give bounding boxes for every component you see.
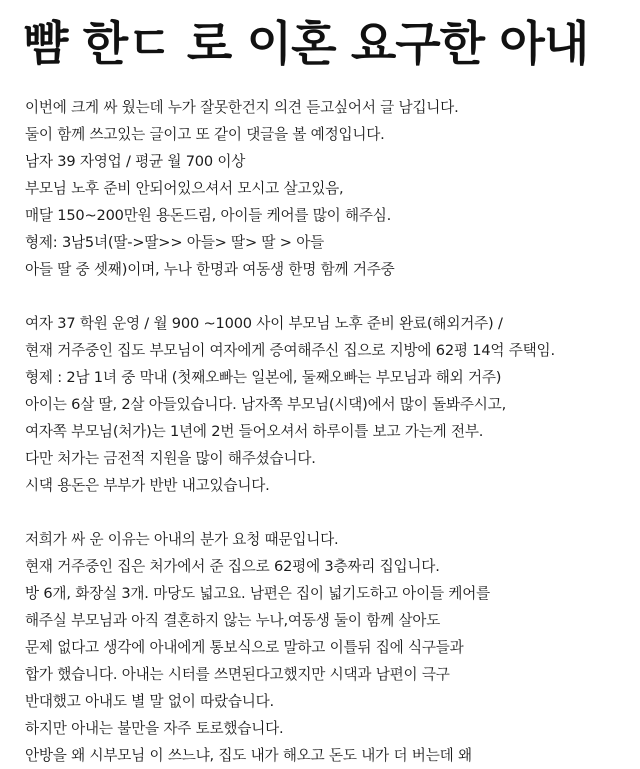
- body-line: 아이는 6살 딸, 2살 아들있습니다. 남자쪽 부모님(시댁)에서 많이 돌봐주시고,: [25, 396, 507, 413]
- body-line: 여자쪽 부모님(처가)는 1년에 2번 들어오셔서 하루이틀 보고 가는게 전부.: [25, 423, 484, 440]
- body-line: 둘이 함께 쓰고있는 글이고 또 같이 댓글을 볼 예정입니다.: [25, 126, 385, 143]
- post-title: 뺨 한ㄷ 로 이혼 요구한 아내: [23, 17, 589, 72]
- body-line: 형제 : 2남 1녀 중 막내 (첫째오빠는 일본에, 둘째오빠는 부모님과 해외 거주): [25, 369, 502, 386]
- body-line: 문제 없다고 생각에 아내에게 통보식으로 말하고 이틀뒤 집에 식구들과: [25, 639, 464, 656]
- body-line: 이번에 크게 싸 웠는데 누가 잘못한건지 의견 듣고싶어서 글 남깁니다.: [25, 99, 459, 116]
- paragraph-gap: [25, 499, 635, 526]
- body-line: 현재 거주중인 집은 처가에서 준 집으로 62평에 3층짜리 집입니다.: [25, 558, 440, 575]
- body-line: 현재 거주중인 집도 부모님이 여자에게 증여해주신 집으로 지방에 62평 14억 주택임.: [25, 342, 555, 359]
- body-line: 안방을 왜 시부모님 이 쓰느냐, 집도 내가 해오고 돈도 내가 더 버는데 왜: [25, 747, 472, 764]
- body-line: 매달 150~200만원 용돈드림, 아이들 케어를 많이 해주심.: [25, 207, 392, 224]
- post-body: [25, 94, 635, 769]
- body-line: 아들 딸 중 셋째)이며, 누나 한명과 여동생 한명 함께 거주중: [25, 261, 395, 278]
- body-line: 합가 했습니다. 아내는 시터를 쓰면된다고했지만 시댁과 남편이 극구: [25, 666, 450, 683]
- body-line: 형제: 3남5녀(딸->딸>> 아들> 딸> 딸 > 아들: [25, 234, 325, 251]
- body-line: 부모님 노후 준비 안되어있으셔서 모시고 살고있음,: [25, 180, 344, 197]
- body-line: 남자 39 자영업 / 평균 월 700 이상: [25, 153, 246, 170]
- body-line: 저희가 싸 운 이유는 아내의 분가 요청 때문입니다.: [25, 531, 339, 548]
- paragraph-gap: [25, 283, 635, 310]
- body-line: 해주실 부모님과 아직 결혼하지 않는 누나,여동생 둘이 함께 살아도: [25, 612, 441, 629]
- body-line: 다만 처가는 금전적 지원을 많이 해주셨습니다.: [25, 450, 316, 467]
- body-line: 하지만 아내는 불만을 자주 토로했습니다.: [25, 720, 284, 737]
- body-line: 방 6개, 화장실 3개. 마당도 넓고요. 남편은 집이 넓기도하고 아이들 케어를: [25, 585, 491, 602]
- body-line: 시댁 용돈은 부부가 반반 내고있습니다.: [25, 477, 270, 494]
- body-line: 여자 37 학원 운영 / 월 900 ~1000 사이 부모님 노후 준비 완료(해외거주) /: [25, 315, 503, 332]
- body-line: 반대했고 아내도 별 말 없이 따랐습니다.: [25, 693, 274, 710]
